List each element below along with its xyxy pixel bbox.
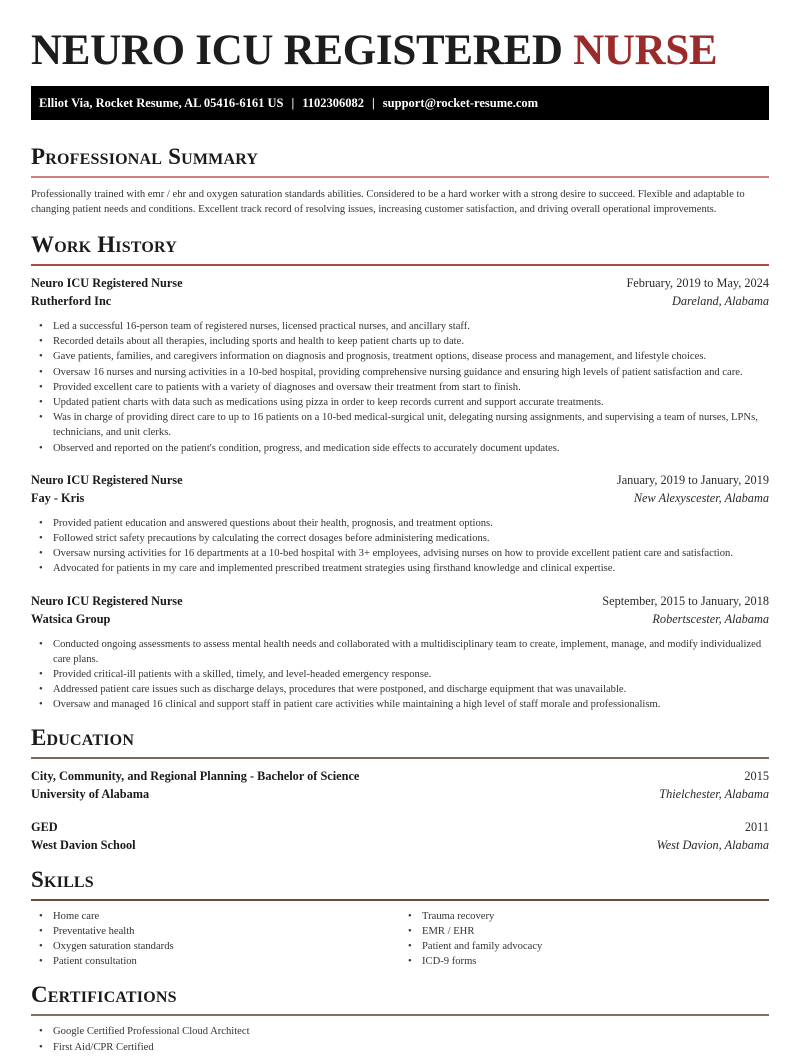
section-heading-skills: Skills bbox=[31, 866, 94, 892]
bullet-item: • Observed and reported on the patient's condition, progress, and medication side effects to accurately document updates. bbox=[53, 441, 769, 456]
job-dates: January, 2019 to January, 2019 bbox=[616, 472, 769, 487]
education-degree: City, Community, and Regional Planning - Bachelor of Science bbox=[31, 768, 360, 783]
bullet-item: • Updated patient charts with data such as medications using pizza in order to keep records current and support accurate treatments. bbox=[53, 395, 769, 410]
section-heading-work-history: Work History bbox=[31, 232, 177, 257]
contact-phone[interactable]: 1102306082 bbox=[302, 96, 365, 110]
section-divider bbox=[31, 757, 769, 759]
education-degree: GED bbox=[31, 819, 58, 834]
bullet-item: • Followed strict safety precautions by calculating the correct dosages before administering medications. bbox=[53, 531, 769, 546]
section-heading-education: Education bbox=[31, 724, 135, 750]
bullet-item: • Gave patients, families, and caregivers information on diagnosis and prognosis, treatment options, disease process and management, and lifestyle choices. bbox=[53, 349, 769, 364]
bullet-item: • Provided patient education and answered questions about their health, prognosis, and treatment options. bbox=[53, 516, 769, 531]
job-location: Robertscester, Alabama bbox=[652, 611, 769, 626]
contact-address: Elliot Via, Rocket Resume, AL 05416-6161 US bbox=[39, 96, 284, 110]
certification-item: • First Aid/CPR Certified bbox=[53, 1040, 769, 1055]
bullet-item: • Oversaw nursing activities for 16 departments at a 10-bed hospital with 3+ employees, advising nurses on how to provide excellent patient care and satisfaction. bbox=[53, 546, 769, 561]
skill-item: • Preventative health bbox=[53, 924, 400, 939]
section-divider bbox=[31, 899, 769, 901]
job-company: Watsica Group bbox=[31, 611, 111, 626]
skills-column-right bbox=[400, 909, 769, 970]
skill-item: • Oxygen saturation standards bbox=[53, 939, 400, 954]
resume-page bbox=[0, 29, 800, 1055]
summary-section bbox=[31, 144, 769, 217]
section-heading-certifications: Certifications bbox=[31, 982, 177, 1008]
education-location: Thielchester, Alabama bbox=[659, 786, 769, 801]
summary-text: Professionally trained with emr / ehr and oxygen saturation standards abilities. Considered to be a hard worker with a strong desire to succeed. Flexible and adaptable to changing patient needs and conditions. Excellent track record of resolving issues, increasing customer satisfaction, and driving overall operational improvements. bbox=[31, 189, 745, 215]
work-history-section bbox=[31, 232, 769, 713]
education-entry bbox=[31, 767, 769, 803]
skill-item: • Patient consultation bbox=[53, 954, 400, 969]
job-title: Neuro ICU Registered Nurse bbox=[31, 276, 183, 290]
certifications-list bbox=[31, 1024, 769, 1054]
job-entry bbox=[31, 471, 769, 577]
education-location: West Davion, Alabama bbox=[656, 837, 769, 852]
job-bullets bbox=[31, 516, 769, 577]
bullet-item: • Recorded details about all therapies, including sports and health to keep patient charts up to date. bbox=[53, 334, 769, 349]
job-dates: September, 2015 to January, 2018 bbox=[602, 593, 769, 608]
bullet-item: • Was in charge of providing direct care to up to 16 patients on a 10-bed medical-surgical unit, delegating nursing assignments, and supervising a team of nurses, LPNs, technicians, and unit clerks. bbox=[53, 410, 769, 440]
section-divider bbox=[31, 176, 769, 178]
skill-item: • Home care bbox=[53, 909, 400, 924]
section-divider bbox=[31, 1014, 769, 1016]
bullet-item: • Addressed patient care issues such as discharge delays, procedures that were postponed, and discharge equipment that was unavailable. bbox=[53, 682, 769, 697]
job-bullets bbox=[31, 637, 769, 713]
skill-item: • Patient and family advocacy bbox=[422, 939, 769, 954]
title-accent: NURSE bbox=[573, 27, 718, 74]
education-school: West Davion School bbox=[31, 837, 136, 852]
job-dates: February, 2019 to May, 2024 bbox=[626, 276, 769, 290]
job-company: Fay - Kris bbox=[31, 490, 85, 505]
contact-separator: | bbox=[372, 96, 375, 110]
job-entry bbox=[31, 592, 769, 713]
bullet-item: • Provided excellent care to patients with a variety of diagnoses and oversaw their treatment from start to finish. bbox=[53, 380, 769, 395]
education-year: 2015 bbox=[744, 768, 769, 783]
bullet-item: • Conducted ongoing assessments to assess mental health needs and collaborated with a multidisciplinary team to create, implement, manage, and modify individualized care plans. bbox=[53, 637, 769, 667]
education-school: University of Alabama bbox=[31, 786, 150, 801]
section-heading-summary: Professional Summary bbox=[31, 144, 259, 169]
education-year: 2011 bbox=[744, 819, 769, 834]
bullet-item: • Advocated for patients in my care and implemented prescribed treatment strategies using firsthand knowledge and clinical expertise. bbox=[53, 561, 769, 576]
job-bullets bbox=[31, 319, 769, 456]
job-title: Neuro ICU Registered Nurse bbox=[31, 472, 183, 487]
job-title: Neuro ICU Registered Nurse bbox=[31, 593, 183, 608]
bullet-item: • Oversaw and managed 16 clinical and support staff in patient care activities while maintaining a high level of staff morale and professionalism. bbox=[53, 697, 769, 712]
certifications-section bbox=[31, 982, 769, 1054]
job-company: Rutherford Inc bbox=[31, 294, 112, 308]
skill-item: • EMR / EHR bbox=[422, 924, 769, 939]
certification-item: • Google Certified Professional Cloud Architect bbox=[53, 1024, 769, 1039]
title-main: NEURO ICU REGISTERED bbox=[31, 27, 563, 74]
skill-item: • ICD-9 forms bbox=[422, 954, 769, 969]
contact-email[interactable]: support@rocket-resume.com bbox=[382, 96, 539, 110]
contact-separator: | bbox=[291, 96, 295, 110]
job-location: Dareland, Alabama bbox=[671, 294, 769, 308]
job-entry bbox=[31, 274, 769, 456]
skills-column-left bbox=[31, 909, 400, 970]
resume-title bbox=[31, 29, 769, 73]
section-divider bbox=[31, 264, 769, 266]
contact-bar bbox=[31, 86, 769, 120]
education-section bbox=[31, 725, 769, 854]
skills-section bbox=[31, 867, 769, 970]
skill-item: • Trauma recovery bbox=[422, 909, 769, 924]
skills-grid bbox=[31, 909, 769, 970]
bullet-item: • Oversaw 16 nurses and nursing activities in a 10-bed hospital, providing comprehensive nursing guidance and ensuring high levels of patient satisfaction and care. bbox=[53, 365, 769, 380]
bullet-item: • Provided critical-ill patients with a skilled, timely, and level-headed emergency response. bbox=[53, 667, 769, 682]
bullet-item: • Led a successful 16-person team of registered nurses, licensed practical nurses, and ancillary staff. bbox=[53, 319, 769, 334]
education-entry bbox=[31, 818, 769, 854]
job-location: New Alexyscester, Alabama bbox=[633, 490, 769, 505]
